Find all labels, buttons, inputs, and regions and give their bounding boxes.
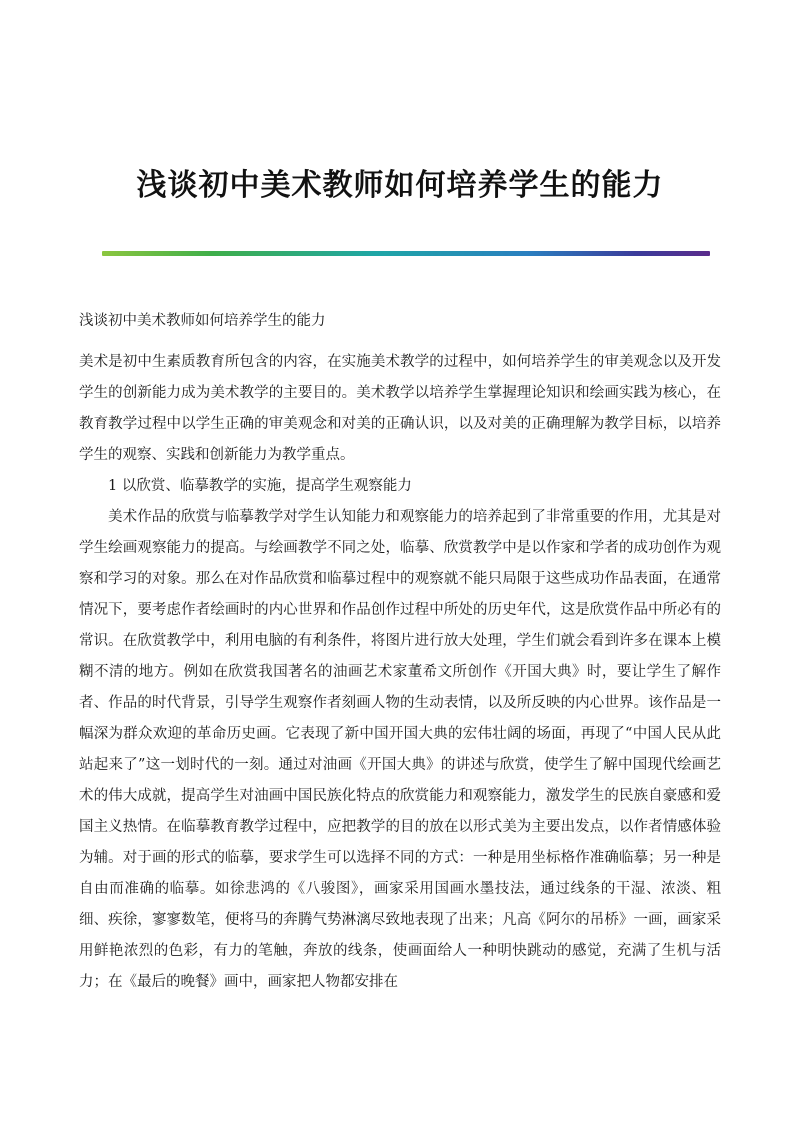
section-paragraph: 美术作品的欣赏与临摹教学对学生认知能力和观察能力的培养起到了非常重要的作用，尤其是对学生绘画观察能力的提高。与绘画教学不同之处，临摹、欣赏教学中是以作家和学者的成功创作为观察和学习的对象。那么在对作品欣赏和临摹过程中的观察就不能只局限于这些成功作品表面，在通常情况下，要考虑作者绘画时的内心世界和作品创作过程中所处的历史年代，这是欣赏作品中所必有的常识。在欣赏教学中，利用电脑的有利条件，将图片进行放大处理，学生们就会看到许多在课本上模糊不清的地方。例如在欣赏我国著名的油画艺术家董希文所创作《开国大典》时，要让学生了解作者、作品的时代背景，引导学生观察作者刻画人物的生动表情，以及所反映的内心世界。该作品是一幅深为群众欢迎的革命历史画。它表现了新中国开国大典的宏伟壮阔的场面，再现了“中国人民从此站起来了”这一划时代的一刻。通过对油画《开国大典》的讲述与欣赏，使学生了解中国现代绘画艺术的伟大成就，提高学生对油画中国民族化特点的欣赏能力和观察能力，激发学生的民族自豪感和爱国主义热情。在临摹教育教学过程中，应把教学的目的放在以形式美为主要出发点，以作者情感体验为辅。对于画的形式的临摹，要求学生可以选择不同的方式：一种是用坐标格作准确临摹；另一种是自由而准确的临摹。如徐悲鸿的《八骏图》，画家采用国画水墨技法，通过线条的干湿、浓淡、粗细、疾徐，寥寥数笔，便将马的奔腾气势淋漓尽致地表现了出来；凡高《阿尔的吊桥》一画，画家采用鲜艳浓烈的色彩，有力的笔触，奔放的线条，使画面给人一种明快跳动的感觉，充满了生机与活力；在《最后的晚餐》画中，画家把人物都安排在 [79,509,721,990]
document-subtitle: 浅谈初中美术教师如何培养学生的能力 [79,313,326,329]
section-heading: 1 以欣赏、临摹教学的实施，提高学生观察能力 [108,478,412,494]
title-divider [102,251,710,256]
intro-paragraph: 美术是初中生素质教育所包含的内容，在实施美术教学的过程中，如何培养学生的审美观念以及开发学生的创新能力成为美术教学的主要目的。美术教学以培养学生掌握理论知识和绘画实践为核心，在教育教学过程中以学生正确的审美观念和对美的正确认识，以及对美的正确理解为教学目标，以培养学生的观察、实践和创新能力为教学重点。 [79,354,721,463]
document-title: 浅谈初中美术教师如何培养学生的能力 [136,168,664,203]
document-body [79,306,721,998]
